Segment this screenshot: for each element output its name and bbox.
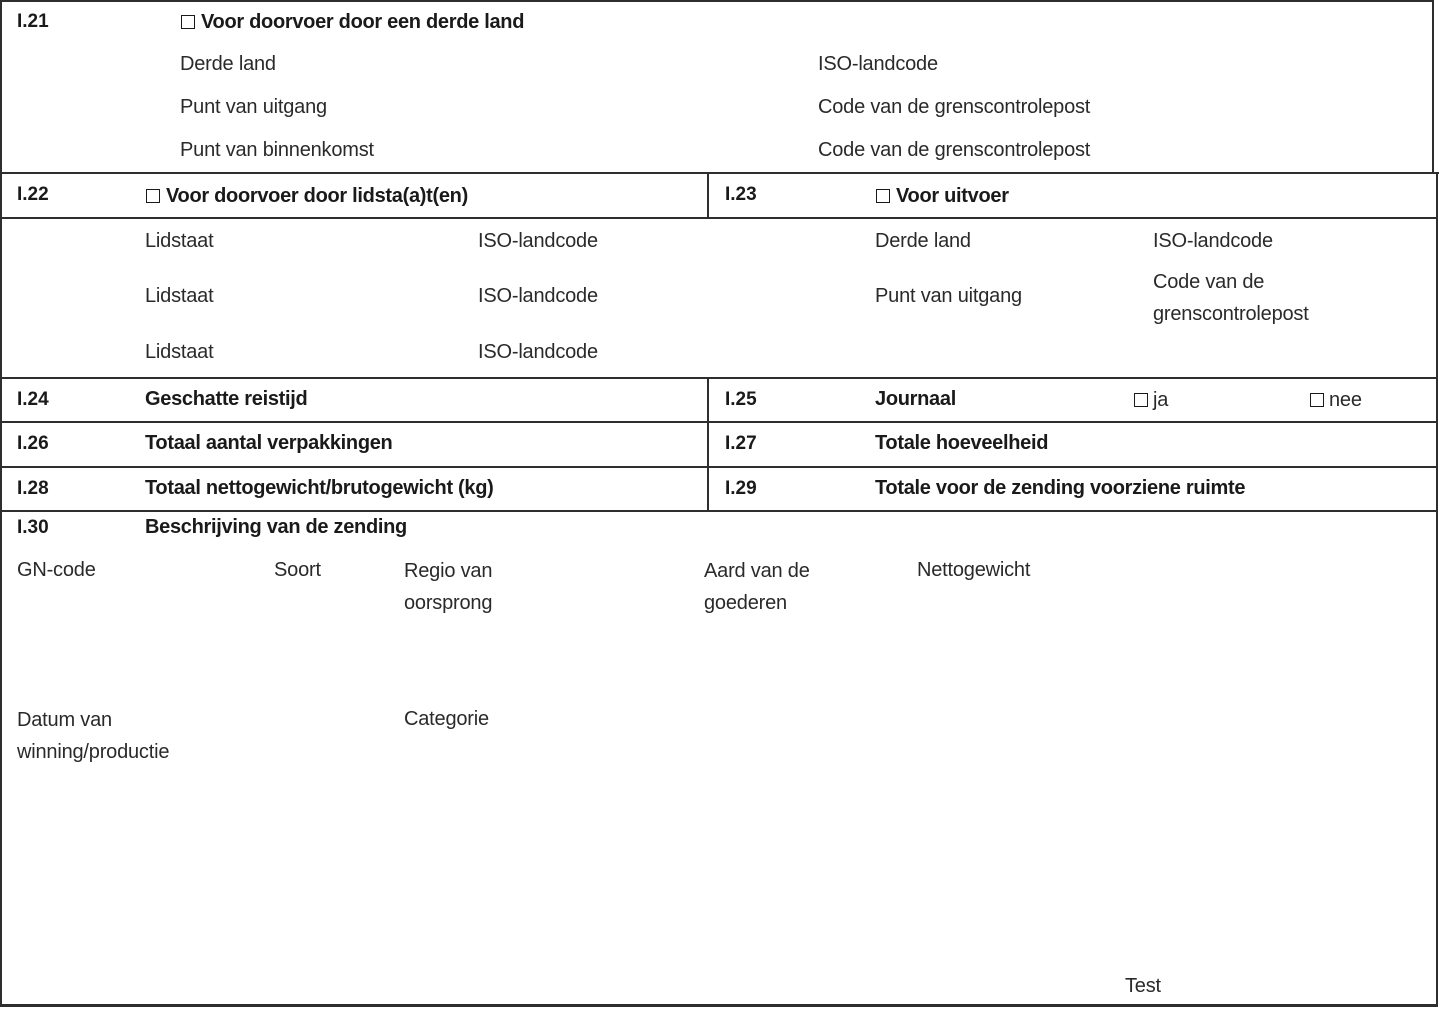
label-third-country: Derde land <box>180 53 276 75</box>
label-export-exit-point: Punt van uitgang <box>875 285 1022 307</box>
section-code-i26: I.26 <box>17 433 49 454</box>
border-right-i21 <box>1432 0 1434 174</box>
column-date-of-production: Datum van winning/productie <box>17 709 170 763</box>
column-net-weight: Nettogewicht <box>917 559 1031 581</box>
label-entry-point: Punt van binnenkomst <box>180 139 374 161</box>
label-export-iso-code: ISO-landcode <box>1153 230 1273 252</box>
section-title-i28: Totaal nettogewicht/brutogewicht (kg) <box>145 477 494 499</box>
divider-i28-bottom <box>0 510 1438 512</box>
border-bottom <box>0 1004 1438 1007</box>
label-border-post-code-exit: Code van de grenscontrolepost <box>818 96 1091 118</box>
column-region-of-origin: Regio van oorsprong <box>404 560 493 614</box>
section-title-i23 <box>876 185 1009 208</box>
section-title-i29: Totale voor de zending voorziene ruimte <box>875 477 1246 499</box>
section-title-i21-label: Voor doorvoer door een derde land <box>201 11 525 33</box>
section-title-i21 <box>181 11 524 34</box>
column-nature-of-goods: Aard van de goederen <box>704 560 810 614</box>
border-right <box>1436 172 1438 1007</box>
option-journal-no[interactable] <box>1310 389 1362 412</box>
label-iso-code-3: ISO-landcode <box>478 341 598 363</box>
label-export-third-country: Derde land <box>875 230 971 252</box>
divider-mid-i22 <box>707 172 709 218</box>
divider-i21-bottom <box>0 172 1439 174</box>
divider-i22-bottom <box>0 377 1438 379</box>
column-category: Categorie <box>404 708 489 730</box>
section-code-i30: I.30 <box>17 517 49 538</box>
divider-i24-bottom <box>0 421 1438 423</box>
divider-i22-header <box>0 217 1438 219</box>
section-title-i22-label: Voor doorvoer door lidsta(a)t(en) <box>166 185 468 207</box>
option-journal-yes-label: ja <box>1153 389 1169 411</box>
label-member-state-3: Lidstaat <box>145 341 214 363</box>
border-left <box>0 0 2 1007</box>
section-title-i23-label: Voor uitvoer <box>896 185 1009 207</box>
divider-i26-bottom <box>0 466 1438 468</box>
section-title-i22 <box>146 185 468 208</box>
section-code-i22: I.22 <box>17 184 49 205</box>
section-code-i23: I.23 <box>725 184 757 205</box>
entry-value-test[interactable]: Test <box>1125 975 1161 997</box>
section-title-i30: Beschrijving van de zending <box>145 516 407 538</box>
checkbox-journal-no[interactable] <box>1310 393 1324 407</box>
section-title-i27: Totale hoeveelheid <box>875 432 1049 454</box>
column-gn-code: GN-code <box>17 559 96 581</box>
section-code-i25: I.25 <box>725 389 757 410</box>
option-journal-yes[interactable] <box>1134 389 1168 412</box>
label-border-post-code-entry: Code van de grenscontrolepost <box>818 139 1091 161</box>
label-member-state-1: Lidstaat <box>145 230 214 252</box>
checkbox-transit-third-country[interactable] <box>181 15 195 29</box>
option-journal-no-label: nee <box>1329 389 1362 411</box>
section-title-i25: Journaal <box>875 388 956 410</box>
label-iso-code-2: ISO-landcode <box>478 285 598 307</box>
checkbox-export[interactable] <box>876 189 890 203</box>
column-species: Soort <box>274 559 321 581</box>
section-title-i24: Geschatte reistijd <box>145 388 308 410</box>
label-iso-code-1: ISO-landcode <box>478 230 598 252</box>
label-exit-point: Punt van uitgang <box>180 96 327 118</box>
checkbox-journal-yes[interactable] <box>1134 393 1148 407</box>
section-title-i26: Totaal aantal verpakkingen <box>145 432 393 454</box>
label-iso-country-code: ISO-landcode <box>818 53 938 75</box>
divider-mid-rows <box>707 377 709 511</box>
section-code-i29: I.29 <box>725 478 757 499</box>
section-code-i28: I.28 <box>17 478 49 499</box>
border-top <box>0 0 1434 2</box>
section-code-i27: I.27 <box>725 433 757 454</box>
label-export-border-post-code: Code van de grenscontrolepost <box>1153 271 1309 325</box>
label-member-state-2: Lidstaat <box>145 285 214 307</box>
section-code-i21: I.21 <box>17 11 49 32</box>
checkbox-transit-member-states[interactable] <box>146 189 160 203</box>
section-code-i24: I.24 <box>17 389 49 410</box>
